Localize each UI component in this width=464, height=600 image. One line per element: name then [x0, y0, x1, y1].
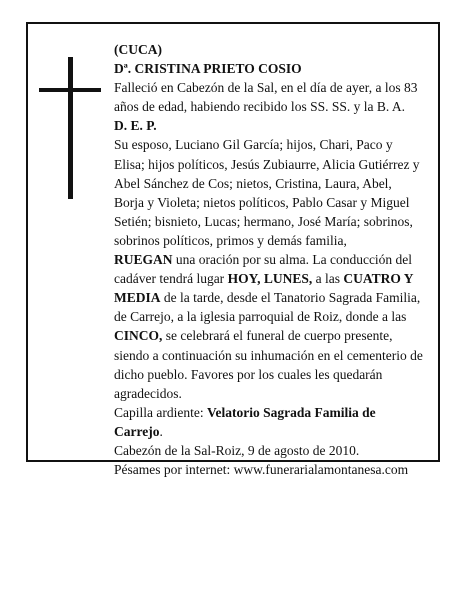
cross-icon — [68, 57, 73, 199]
death-announcement: Falleció en Cabezón de la Sal, en el día de ayer, a los 83 años de edad, habiendo recibido los SS. SS. y la B. A. — [114, 80, 418, 115]
obituary-text — [114, 40, 424, 479]
chapel-name: Velatorio Sagrada Familia de Carrejo — [114, 404, 376, 439]
service-day: HOY, LUNES, — [227, 271, 313, 287]
obituary-notice — [26, 22, 440, 478]
ruegan-label: RUEGAN — [114, 252, 173, 268]
service-details: RUEGAN una oración por su alma. La conducción del cadáver tendrá lugar HOY, LUNES, a las CUATRO Y MEDIA de la tarde, desde el Tanatorio Sagrada Familia, de Carrejo, a la iglesia parroquial de Roiz, donde a las CINCO, se celebrará el funeral de cuerpo presente, siendo a continuación su inhumación en el cementerio de dicho pueblo. Favores por los cuales les quedarán agradecidos. — [114, 252, 423, 401]
funeral-time: CINCO, — [114, 328, 163, 344]
dep-heading: D. E. P. — [114, 118, 157, 134]
deceased-name: Dª. CRISTINA PRIETO COSIO — [114, 61, 302, 77]
condolences-line: Pésames por internet: www.funerarialamontanesa.com — [114, 462, 409, 478]
chapel-info: Capilla ardiente: Velatorio Sagrada Familia de Carrejo. — [114, 404, 376, 439]
service-time: CUATRO Y MEDIA — [114, 271, 413, 306]
nickname: (CUCA) — [114, 42, 162, 57]
family-list: Su esposo, Luciano Gil García; hijos, Chari, Paco y Elisa; hijos políticos, Jesús Zubiaurre, Alicia Gutiérrez y Abel Sánchez de Cos; nietos, Cristina, Laura, Abel, Borja y Violeta; nietos políticos, Pablo Casar y Miguel Setién; bisnieto, Lucas; hermano, José María; sobrinos, sobrinos políticos, primos y demás familia, — [114, 137, 420, 248]
cross-icon-bar — [39, 88, 101, 92]
place-date: Cabezón de la Sal-Roiz, 9 de agosto de 2010. — [114, 442, 360, 458]
